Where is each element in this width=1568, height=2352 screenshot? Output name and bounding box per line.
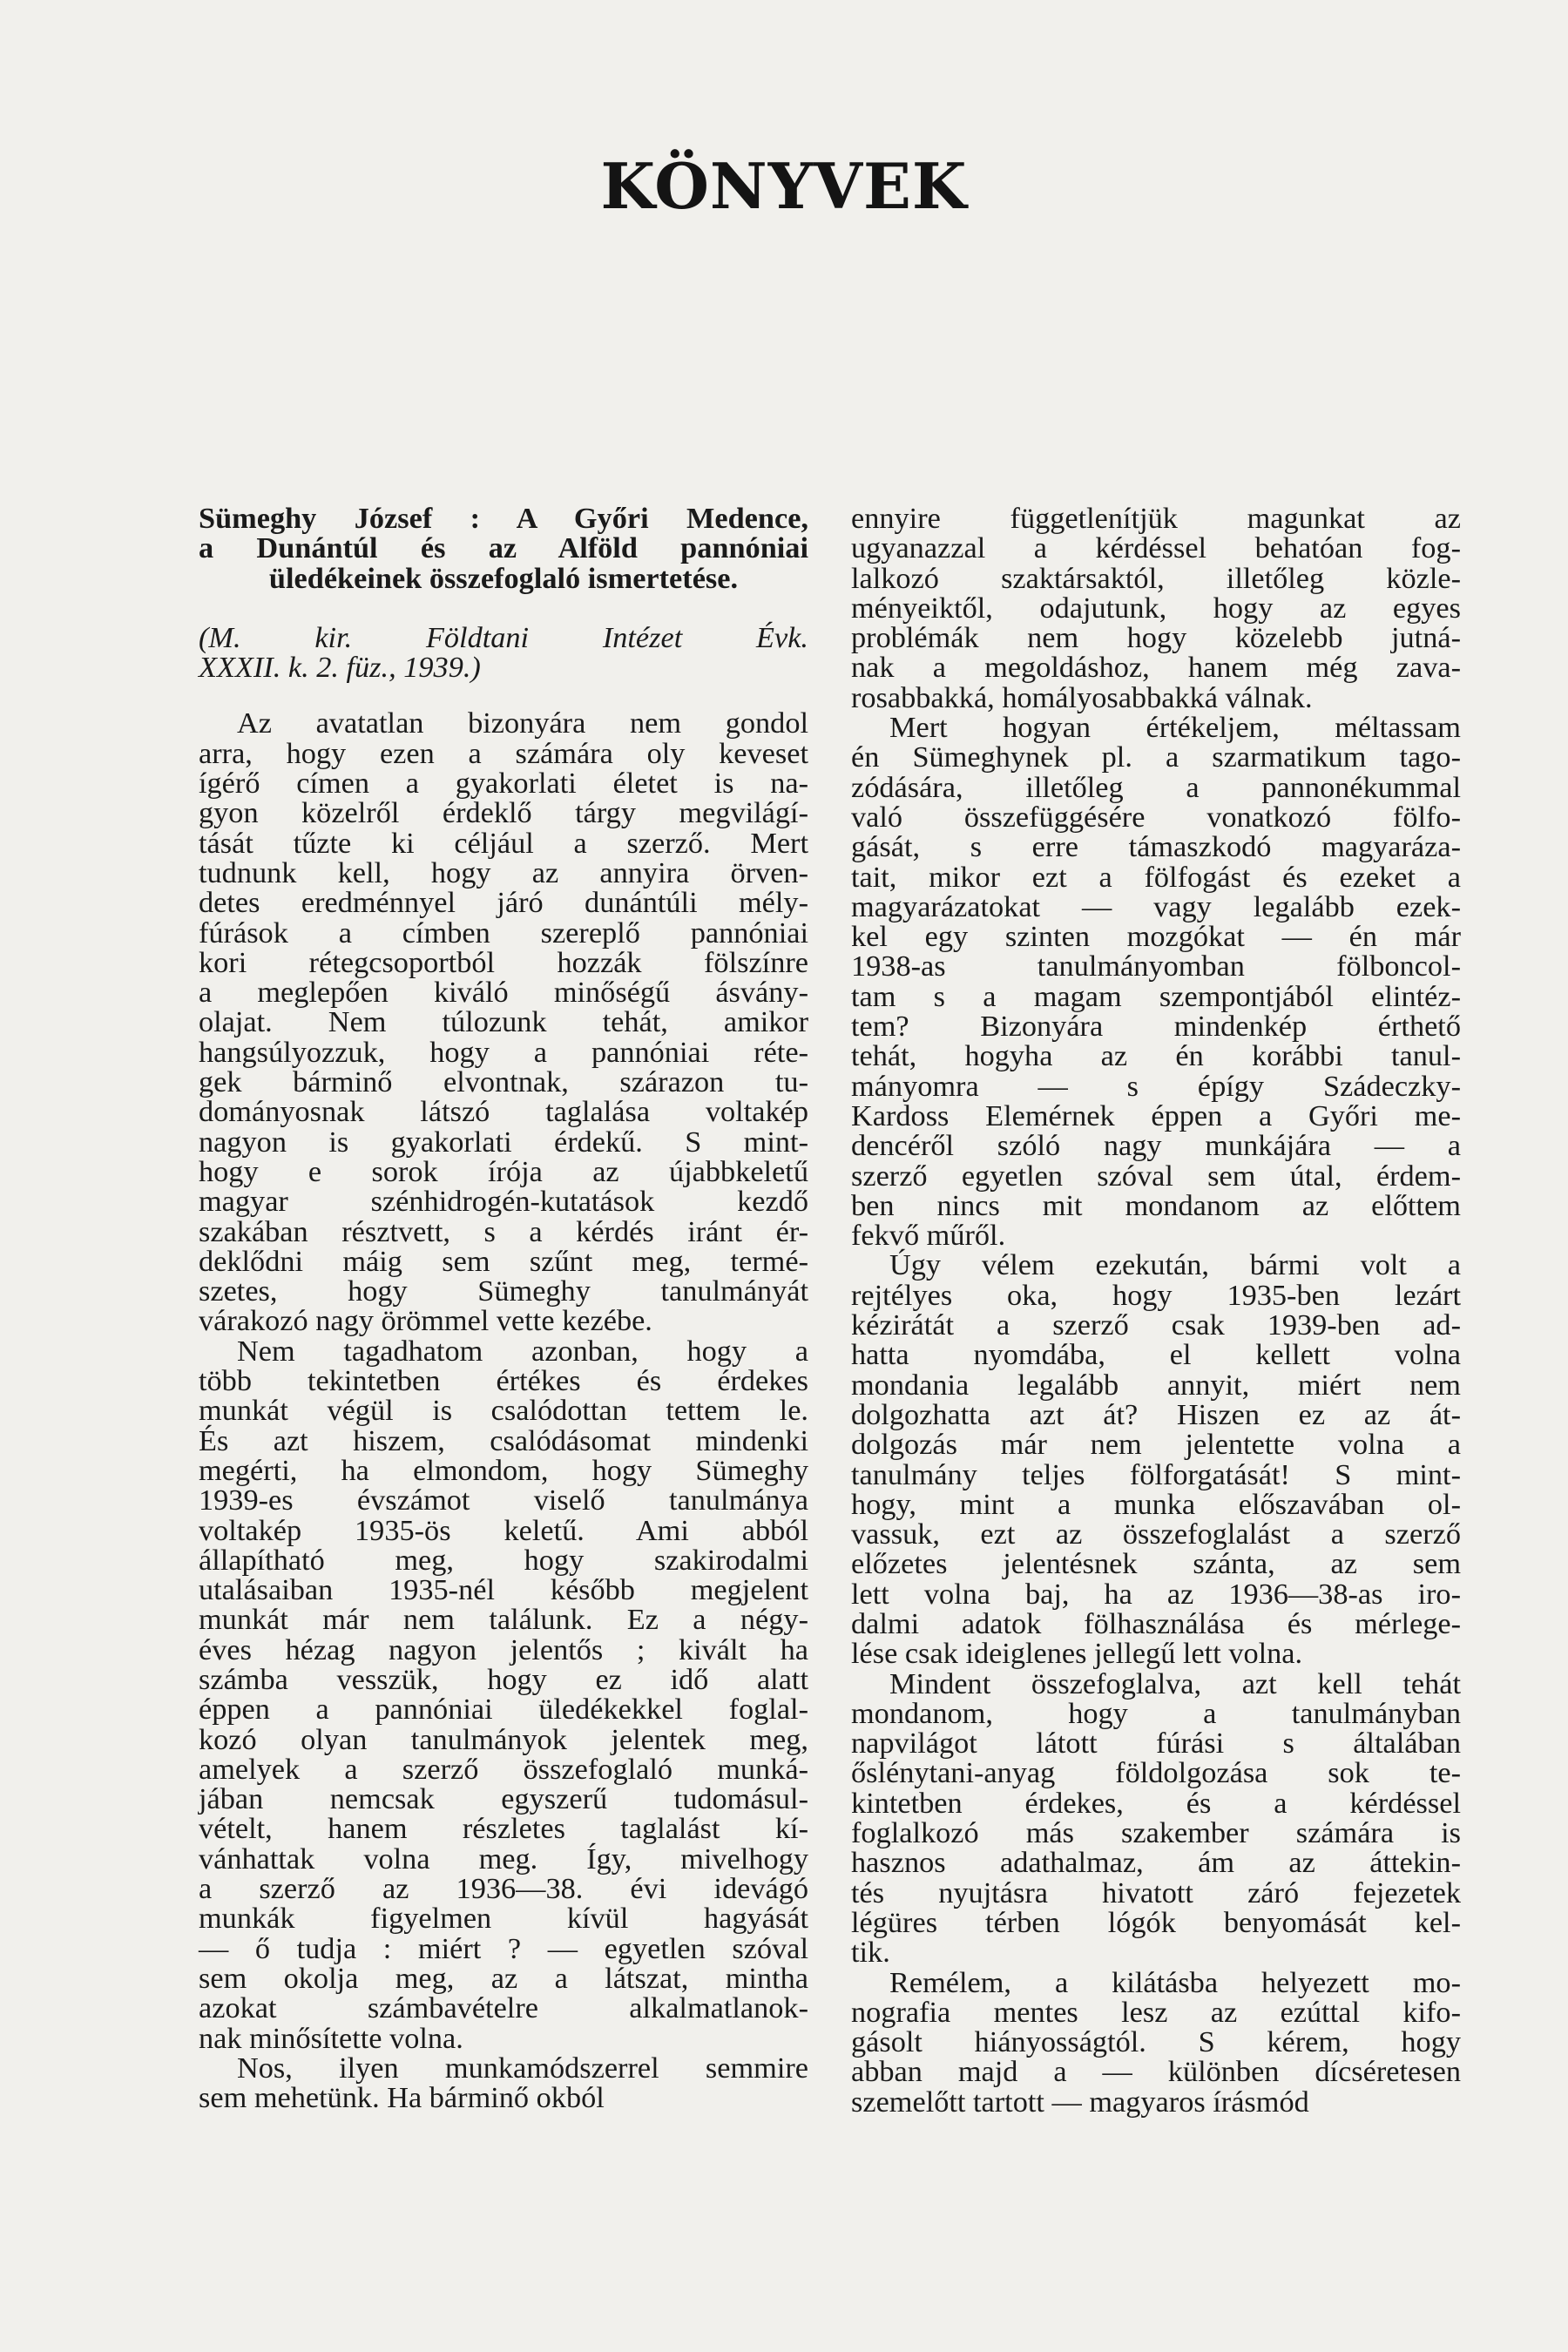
text-line: ennyire függetlenítjük magunkat az	[851, 502, 1461, 535]
text-line: Az avatatlan bizonyára nem gondol	[237, 706, 808, 740]
text-line: ugyanazzal a kérdéssel behatóan fog-	[851, 531, 1461, 565]
text-line: több tekintetben értékes és érdekes	[199, 1364, 808, 1398]
text-line: mondania legalább annyit, miért nem	[851, 1368, 1461, 1402]
text-line: Mindent összefoglalva, azt kell tehát	[889, 1666, 1461, 1700]
text-line: szakában résztvett, s a kérdés iránt ér-	[199, 1214, 808, 1248]
text-line: dományosnak látszó taglalása voltakép	[199, 1095, 808, 1129]
text-line: megérti, ha elmondom, hogy Sümeghy	[199, 1453, 808, 1487]
text-line: gyon közelről érdeklő tárgy megvilágí-	[199, 796, 808, 830]
text-line: rejtélyes oka, hogy 1935-ben lezárt	[851, 1278, 1461, 1312]
text-line: rosabbakká, homályosabbakká válnak.	[851, 680, 1313, 714]
text-line: éves hézag nagyon jelentős ; kivált ha	[199, 1632, 808, 1666]
text-line: zódására, illetőleg a pannonékummal	[851, 770, 1461, 804]
text-line: lése csak ideiglenes jellegű lett volna.	[851, 1637, 1303, 1671]
text-line: szemelőtt tartott — magyaros írásmód	[851, 2085, 1309, 2119]
text-line: kori rétegcsoportból hozzák fölszínre	[199, 945, 808, 979]
text-line: légüres térben lógók benyomását kel-	[851, 1905, 1461, 1939]
text-line: a meglepően kiváló minőségű ásvány-	[199, 976, 808, 1010]
text-line: tehát, hogyha az én korábbi tanul-	[851, 1039, 1461, 1073]
right-column-text	[851, 504, 1461, 2117]
text-line: éppen a pannóniai üledékekkel foglal-	[199, 1693, 808, 1727]
section-heading: KÖNYVEK	[600, 149, 968, 223]
text-line: Úgy vélem ezekután, bármi volt a	[889, 1248, 1461, 1282]
text-line: deklődni máig sem szűnt meg, termé-	[199, 1244, 808, 1278]
text-line: 1939-es évszámot viselő tanulmánya	[199, 1484, 808, 1517]
text-line: hasznos adathalmaz, ám az áttekin-	[851, 1846, 1461, 1880]
text-line: gásolt hiányosságtól. S kérem, hogy	[851, 2025, 1461, 2059]
text-line: kozó olyan tanulmányok jelentek meg,	[199, 1722, 808, 1756]
text-line: napvilágot látott fúrási s általában	[851, 1727, 1461, 1761]
bibliographic-title-line: üledékeinek összefoglaló ismertetése.	[268, 561, 739, 595]
text-line: én Sümeghynek pl. a szarmatikum tago-	[851, 740, 1461, 774]
text-line: hogy, mint a munka előszavában ol-	[851, 1487, 1461, 1521]
bibliographic-title-line: a Dunántúl és az Alföld pannóniai	[199, 531, 808, 565]
text-line: tam s a magam szempontjából elintéz-	[851, 979, 1461, 1013]
text-line: tását tűzte ki céljául a szerző. Mert	[199, 826, 808, 860]
right-column	[851, 504, 1461, 2117]
text-line: sem okolja meg, az a látszat, mintha	[199, 1961, 808, 1995]
source-line: (M. kir. Földtani Intézet Évk.	[199, 620, 808, 654]
text-line: gek bárminő elvontnak, szárazon tu-	[199, 1065, 808, 1099]
text-line: Nos, ilyen munkamódszerrel semmire	[237, 2051, 808, 2085]
text-line: munkák figyelmen kívül hagyását	[199, 1902, 808, 1936]
text-line: dencéről szóló nagy munkájára — a	[851, 1129, 1461, 1163]
text-line: ben nincs mit mondanom az előttem	[851, 1188, 1461, 1222]
text-line: dolgozhatta azt át? Hiszen ez az át-	[851, 1397, 1461, 1431]
text-line: fekvő műről.	[851, 1219, 1006, 1253]
text-line: vételt, hanem részletes taglalást kí-	[199, 1812, 808, 1846]
text-line: előzetes jelentésnek szánta, az sem	[851, 1547, 1461, 1581]
text-line: munkát már nem találunk. Ez a négy-	[199, 1603, 808, 1637]
text-line: munkát végül is csalódottan tettem le.	[199, 1394, 808, 1428]
text-line: tem? Bizonyára mindenkép érthető	[851, 1010, 1461, 1044]
text-line: szetes, hogy Sümeghy tanulmányát	[199, 1274, 808, 1308]
left-column-text	[199, 706, 808, 2115]
text-line: És azt hiszem, csalódásomat mindenki	[199, 1423, 808, 1457]
text-line: hogy e sorok írója az újabbkeletű	[199, 1154, 808, 1188]
text-line: tés nyujtásra hivatott záró fejezetek	[851, 1876, 1461, 1909]
text-line: sem mehetünk. Ha bárminő okból	[199, 2081, 605, 2115]
text-line: kézirátát a szerző csak 1939-ben ad-	[851, 1308, 1461, 1342]
text-line: detes eredménnyel járó dunántúli mély-	[199, 886, 808, 920]
text-line: nak a megoldáshoz, hanem még zava-	[851, 651, 1461, 685]
text-line: ményeiktől, odajutunk, hogy az egyes	[851, 591, 1461, 625]
text-line: állapítható meg, hogy szakirodalmi	[199, 1543, 808, 1577]
text-line: tait, mikor ezt a fölfogást és ezeket a	[851, 860, 1461, 894]
text-line: magyar szénhidrogén-kutatások kezdő	[199, 1185, 808, 1219]
text-line: dalmi adatok fölhasználása és mérlege-	[851, 1606, 1461, 1640]
text-line: fúrások a címben szereplő pannóniai	[199, 916, 808, 950]
text-line: szerző egyetlen szóval sem útal, érdem-	[851, 1159, 1461, 1193]
text-line: dolgozás már nem jelentette volna a	[851, 1428, 1461, 1462]
text-line: nagyon is gyakorlati érdekű. S mint-	[199, 1125, 808, 1159]
text-line: amelyek a szerző összefoglaló munká-	[199, 1752, 808, 1786]
text-line: Mert hogyan értékeljem, méltassam	[889, 711, 1461, 745]
text-line: Remélem, a kilátásba helyezett mo-	[889, 1965, 1461, 1999]
bibliographic-source	[199, 620, 808, 685]
text-line: Nem tagadhatom azonban, hogy a	[237, 1334, 808, 1368]
text-line: mondanom, hogy a tanulmányban	[851, 1696, 1461, 1730]
text-line: voltakép 1935-ös keletű. Ami abból	[199, 1513, 808, 1547]
text-line: lalkozó szaktársaktól, illetőleg közle-	[851, 561, 1461, 595]
text-line: vánhattak volna meg. Így, mivelhogy	[199, 1842, 808, 1876]
text-line: való összefüggésére vonatkozó fölfo-	[851, 800, 1461, 834]
text-line: a szerző az 1936—38. évi idevágó	[199, 1872, 808, 1906]
text-line: gását, s erre támaszkodó magyaráza-	[851, 830, 1461, 864]
text-line: számba vesszük, hogy ez idő alatt	[199, 1662, 808, 1696]
text-line: — ő tudja : miért ? — egyetlen szóval	[199, 1931, 808, 1965]
text-line: hatta nyomdába, el kellett volna	[851, 1338, 1461, 1372]
text-line: tudnunk kell, hogy az annyira örven-	[199, 855, 808, 889]
text-line: mányomra — s épígy Szádeczky-	[851, 1069, 1461, 1103]
text-line: foglalkozó más szakember számára is	[851, 1816, 1461, 1850]
text-line: kel egy szinten mozgókat — én már	[851, 920, 1461, 954]
text-line: magyarázatokat — vagy legalább ezek-	[851, 889, 1461, 923]
text-line: olajat. Nem túlozunk tehát, amikor	[199, 1005, 808, 1039]
text-line: utalásaiban 1935-nél később megjelent	[199, 1573, 808, 1607]
text-line: arra, hogy ezen a számára oly keveset	[199, 736, 808, 770]
text-line: tanulmány teljes fölforgatását! S mint-	[851, 1457, 1461, 1491]
source-line: XXXII. k. 2. füz., 1939.)	[199, 651, 481, 685]
text-line: hangsúlyozzuk, hogy a pannóniai réte-	[199, 1035, 808, 1069]
left-column	[199, 502, 808, 2115]
text-line: 1938-as tanulmányomban fölboncol-	[851, 950, 1461, 983]
text-line: várakozó nagy örömmel vette kezébe.	[199, 1304, 652, 1338]
bibliographic-title-line: Sümeghy József : A Győri Medence,	[199, 502, 808, 535]
text-line: abban majd a — különben dícséretesen	[851, 2055, 1461, 2089]
text-line: nak minősítette volna.	[199, 2021, 463, 2055]
bibliographic-entry	[199, 504, 808, 593]
text-line: vassuk, ezt az összefoglalást a szerző	[851, 1517, 1461, 1551]
text-line: nografia mentes lesz az ezúttal kifo-	[851, 1995, 1461, 2029]
text-line: tik.	[851, 1936, 890, 1970]
text-line: kintetben érdekes, és a kérdéssel	[851, 1786, 1461, 1820]
text-line: azokat számbavételre alkalmatlanok-	[199, 1991, 808, 2025]
text-line: problémák nem hogy közelebb jutná-	[851, 621, 1461, 655]
text-line: jában nemcsak egyszerű tudomásul-	[199, 1782, 808, 1816]
text-line: őslénytani-anyag földolgozása sok te-	[851, 1756, 1461, 1790]
spacer	[199, 682, 808, 708]
text-line: Kardoss Elemérnek éppen a Győri me-	[851, 1098, 1461, 1132]
text-line: lett volna baj, ha az 1936—38-as iro-	[851, 1577, 1461, 1611]
text-line: ígérő címen a gyakorlati életet is na-	[199, 767, 808, 801]
